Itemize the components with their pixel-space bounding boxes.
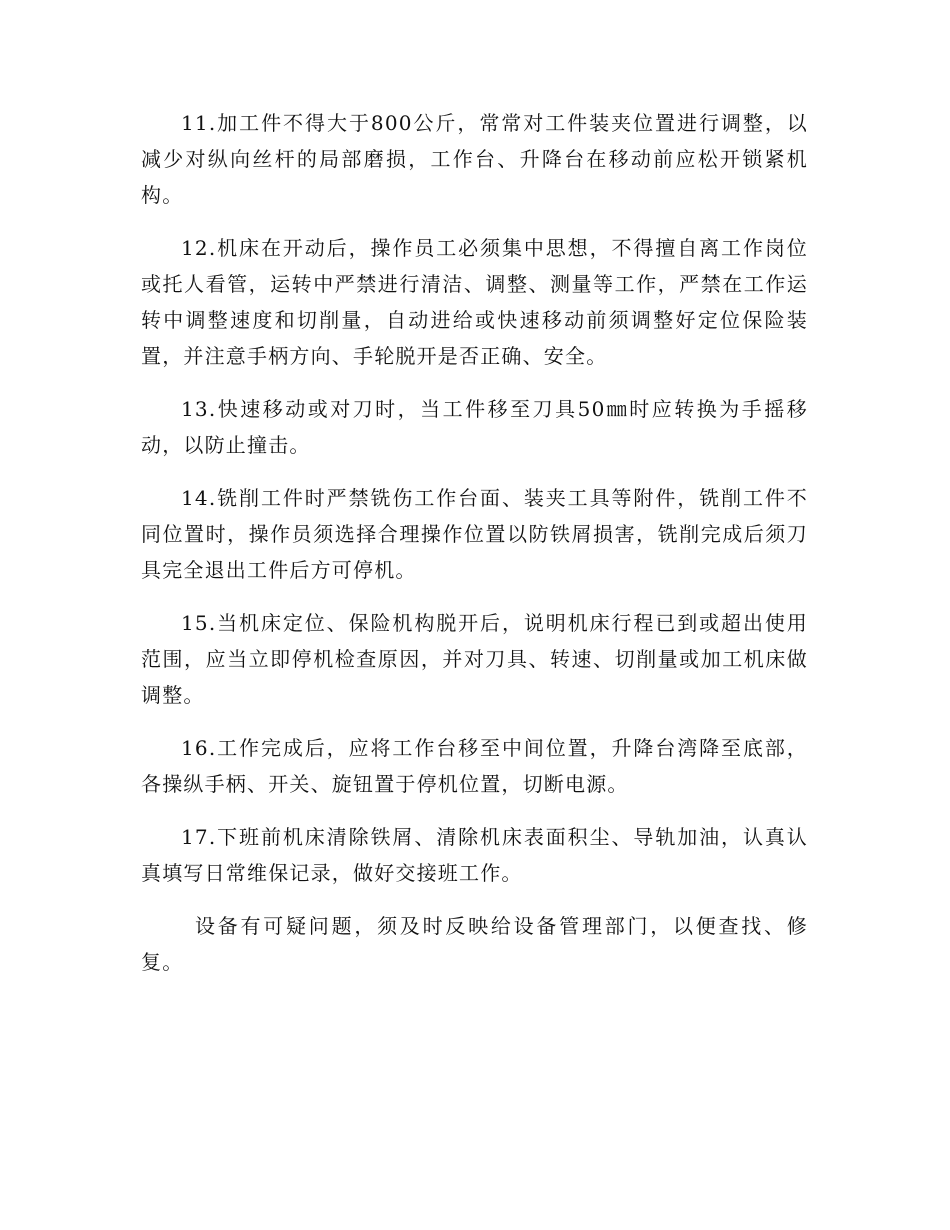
paragraph-16: 16.工作完成后，应将工作台移至中间位置，升降台湾降至底部，各操纵手柄、开关、旋钮置于停机位置，切断电源。	[141, 736, 808, 796]
paragraph-12: 12.机床在开动后，操作员工必须集中思想，不得擅自离工作岗位或托人看管，运转中严禁进行清洁、调整、测量等工作，严禁在工作运转中调整速度和切削量，自动进给或快速移动前须调整好定位保险装置，并注意手柄方向、手轮脱开是否正确、安全。	[141, 236, 808, 368]
paragraph-13: 13.快速移动或对刀时，当工件移至刀具50㎜时应转换为手摇移动，以防止撞击。	[141, 397, 808, 457]
closing-note: 设备有可疑问题，须及时反映给设备管理部门，以便查找、修复。	[141, 914, 808, 974]
paragraph-11: 11.加工件不得大于800公斤，常常对工件装夹位置进行调整，以减少对纵向丝杆的局部磨损，工作台、升降台在移动前应松开锁紧机构。	[141, 111, 808, 207]
paragraph-14: 14.铣削工件时严禁铣伤工作台面、装夹工具等附件，铣削工件不同位置时，操作员须选择合理操作位置以防铁屑损害，铣削完成后须刀具完全退出工件后方可停机。	[141, 486, 808, 582]
paragraph-17: 17.下班前机床清除铁屑、清除机床表面积尘、导轨加油，认真认真填写日常维保记录，做好交接班工作。	[141, 825, 808, 885]
paragraph-15: 15.当机床定位、保险机构脱开后，说明机床行程已到或超出使用范围，应当立即停机检查原因，并对刀具、转速、切削量或加工机床做调整。	[141, 611, 808, 707]
